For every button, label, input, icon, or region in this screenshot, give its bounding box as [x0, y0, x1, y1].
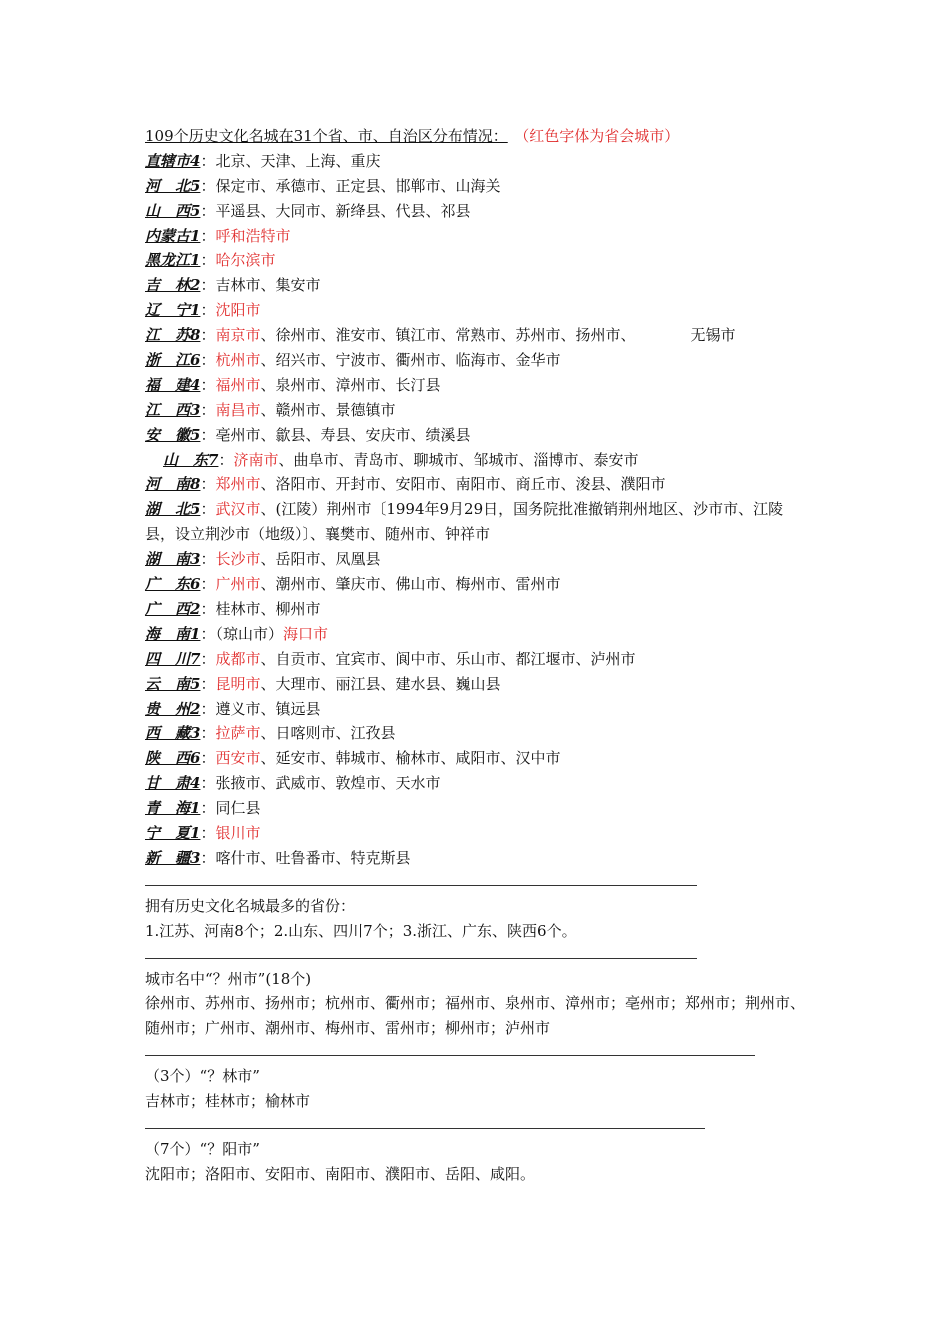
- province-row: 福 建4：福州市、泉州市、漳州市、长汀县: [145, 373, 815, 398]
- city-list: 喀什市、吐鲁番市、特克斯县: [215, 848, 411, 867]
- province-row: 安 徽5：亳州市、歙县、寿县、安庆市、绩溪县: [145, 423, 815, 448]
- city-list: 北京、天津、上海、重庆: [215, 151, 381, 170]
- province-label: 黑龙江1: [145, 251, 201, 270]
- province-label: 广 东6: [145, 575, 201, 594]
- city-list: 、洛阳市、开封市、安阳市、南阳市、商丘市、浚县、濮阳市: [260, 475, 666, 494]
- province-row: 内蒙古1：呼和浩特市: [145, 224, 815, 249]
- province-row: 江 苏8：南京市、徐州市、淮安市、镇江市、常熟市、苏州市、扬州市、 无锡市: [145, 323, 815, 348]
- province-label: 吉 林2: [145, 276, 201, 295]
- provincial-capital: 郑州市: [215, 475, 261, 494]
- province-row: 山 西5：平遥县、大同市、新绛县、代县、祁县: [145, 199, 815, 224]
- city-list: 同仁县: [215, 799, 261, 818]
- city-list: 吉林市、集安市: [215, 276, 321, 295]
- zhou-cities-heading: 城市名中“？州市”(18个): [145, 969, 312, 988]
- city-list: 平遥县、大同市、新绛县、代县、祁县: [215, 201, 471, 220]
- city-list: 、泉州市、漳州市、长汀县: [260, 375, 441, 394]
- provincial-capital: 沈阳市: [215, 301, 261, 320]
- province-prefix: （琼山市）: [215, 624, 283, 643]
- province-label: 直辖市4: [145, 151, 201, 170]
- city-list: 遵义市、镇远县: [215, 699, 321, 718]
- document-body: [145, 124, 815, 1187]
- province-row: 湖 北5：武汉市、(江陵）荆州市〔1994年9月29日，国务院批准撤销荆州地区、沙市市、江陵县，设立荆沙市（地级）〕、襄樊市、随州市、钟祥市: [145, 497, 810, 547]
- province-row: 江 西3：南昌市、赣州市、景德镇市: [145, 398, 815, 423]
- province-row: 新 疆3：喀什市、吐鲁番市、特克斯县: [145, 846, 815, 871]
- province-label: 河 北5: [145, 176, 201, 195]
- page-title: 109个历史文化名城在31个省、市、自治区分布情况：: [145, 127, 508, 145]
- province-row: 西 藏3：拉萨市、日喀则市、江孜县: [145, 721, 815, 746]
- province-row: 甘 肃4：张掖市、武威市、敦煌市、天水市: [145, 771, 815, 796]
- city-list: 、(江陵）荆州市〔1994年9月29日，国务院批准撤销荆州地区、沙市市、江陵县，设立荆沙市（地级）〕、襄樊市、随州市、钟祥市: [145, 500, 784, 544]
- province-list: [145, 149, 815, 871]
- province-label: 贵 州2: [145, 699, 201, 718]
- city-list: 、岳阳市、凤凰县: [260, 550, 381, 569]
- title-line: [145, 124, 815, 149]
- provincial-capital: 杭州市: [215, 351, 261, 370]
- city-list: 、延安市、韩城市、榆林市、咸阳市、汉中市: [260, 749, 561, 768]
- province-label: 湖 南3: [145, 550, 201, 569]
- city-list: 张掖市、武威市、敦煌市、天水市: [215, 774, 441, 793]
- province-row: 河 北5：保定市、承德市、正定县、邯郸市、山海关: [145, 174, 815, 199]
- city-list: 、徐州市、淮安市、镇江市、常熟市、苏州市、扬州市、: [260, 326, 636, 345]
- province-row: 河 南8：郑州市、洛阳市、开封市、安阳市、南阳市、商丘市、浚县、濮阳市: [145, 472, 815, 497]
- province-label: 云 南5: [145, 674, 201, 693]
- province-label: 西 藏3: [145, 724, 201, 743]
- provincial-capital: 哈尔滨市: [215, 251, 276, 270]
- province-label: 安 徽5: [145, 425, 201, 444]
- province-row: 山 东7：济南市、曲阜市、青岛市、聊城市、邹城市、淄博市、泰安市: [145, 448, 815, 473]
- city-extra: 无锡市: [690, 326, 736, 345]
- province-row: 云 南5：昆明市、大理市、丽江县、建水县、巍山县: [145, 672, 815, 697]
- province-label: 江 西3: [145, 400, 201, 419]
- province-label: 湖 北5: [145, 500, 201, 519]
- city-list: 、曲阜市、青岛市、聊城市、邹城市、淄博市、泰安市: [278, 450, 639, 469]
- province-row: 海 南1：（琼山市）海口市: [145, 622, 815, 647]
- province-label: 浙 江6: [145, 351, 201, 370]
- province-label: 辽 宁1: [145, 301, 201, 320]
- zhou-cities-text: 徐州市、苏州市、扬州市；杭州市、衢州市；福州市、泉州市、漳州市；亳州市；郑州市；荆州市、随州市；广州市、潮州市、梅州市、雷州市；柳州市；泸州市: [145, 994, 806, 1038]
- provincial-capital: 福州市: [215, 375, 261, 394]
- province-row: 宁 夏1：银川市: [145, 821, 815, 846]
- province-row: 浙 江6：杭州市、绍兴市、宁波市、衢州市、临海市、金华市: [145, 348, 815, 373]
- most-provinces-heading: 拥有历史文化名城最多的省份：: [145, 896, 356, 915]
- province-label: 福 建4: [145, 375, 201, 394]
- lin-cities-text: 吉林市；桂林市；榆林市: [145, 1092, 311, 1111]
- province-row: 吉 林2：吉林市、集安市: [145, 273, 815, 298]
- city-list: 保定市、承德市、正定县、邯郸市、山海关: [215, 176, 501, 195]
- city-list: 桂林市、柳州市: [215, 599, 321, 618]
- provincial-capital: 海口市: [282, 624, 328, 643]
- province-row: 黑龙江1：哈尔滨市: [145, 248, 815, 273]
- province-label: 陕 西6: [145, 749, 201, 768]
- province-label: 甘 肃4: [145, 774, 201, 793]
- most-provinces-text: 1.江苏、河南8个；2.山东、四川7个；3.浙江、广东、陕西6个。: [145, 921, 577, 940]
- province-label: 山 东7: [163, 450, 219, 469]
- province-row: 直辖市4：北京、天津、上海、重庆: [145, 149, 815, 174]
- provincial-capital: 广州市: [215, 575, 261, 594]
- city-list: 、自贡市、宜宾市、阆中市、乐山市、都江堰市、泸州市: [260, 649, 636, 668]
- province-label: 广 西2: [145, 599, 201, 618]
- province-row: 广 东6：广州市、潮州市、肇庆市、佛山市、梅州市、雷州市: [145, 572, 815, 597]
- province-label: 新 疆3: [145, 848, 201, 867]
- provincial-capital: 拉萨市: [215, 724, 261, 743]
- province-label: 内蒙古1: [145, 226, 201, 245]
- provincial-capital: 西安市: [215, 749, 261, 768]
- province-row: 贵 州2：遵义市、镇远县: [145, 697, 815, 722]
- provincial-capital: 长沙市: [215, 550, 261, 569]
- city-list: 、潮州市、肇庆市、佛山市、梅州市、雷州市: [260, 575, 561, 594]
- city-list: 、绍兴市、宁波市、衢州市、临海市、金华市: [260, 351, 561, 370]
- province-label: 四 川7: [145, 649, 201, 668]
- province-label: 宁 夏1: [145, 823, 201, 842]
- province-row: 四 川7：成都市、自贡市、宜宾市、阆中市、乐山市、都江堰市、泸州市: [145, 647, 815, 672]
- provincial-capital: 南昌市: [215, 400, 261, 419]
- city-list: 、日喀则市、江孜县: [260, 724, 396, 743]
- city-list: 亳州市、歙县、寿县、安庆市、绩溪县: [215, 425, 471, 444]
- province-label: 江 苏8: [145, 326, 201, 345]
- provincial-capital: 银川市: [215, 823, 261, 842]
- province-row: 青 海1：同仁县: [145, 796, 815, 821]
- provincial-capital: 昆明市: [215, 674, 261, 693]
- province-label: 青 海1: [145, 799, 201, 818]
- province-row: 陕 西6：西安市、延安市、韩城市、榆林市、咸阳市、汉中市: [145, 746, 815, 771]
- province-label: 海 南1: [145, 624, 201, 643]
- provincial-capital: 武汉市: [215, 500, 261, 519]
- lin-cities-heading: （3个）“？林市”: [145, 1067, 260, 1086]
- city-list: 、赣州市、景德镇市: [260, 400, 396, 419]
- province-row: 湖 南3：长沙市、岳阳市、凤凰县: [145, 547, 815, 572]
- yang-cities-text: 沈阳市；洛阳市、安阳市、南阳市、濮阳市、岳阳、咸阳。: [145, 1164, 536, 1183]
- provincial-capital: 南京市: [215, 326, 261, 345]
- yang-cities-heading: （7个）“？阳市”: [145, 1140, 260, 1159]
- province-label: 山 西5: [145, 201, 201, 220]
- province-row: 辽 宁1：沈阳市: [145, 298, 815, 323]
- province-row: 广 西2：桂林市、柳州市: [145, 597, 815, 622]
- provincial-capital: 成都市: [215, 649, 261, 668]
- province-label: 河 南8: [145, 475, 201, 494]
- title-note: （红色字体为省会城市）: [521, 127, 680, 145]
- provincial-capital: 济南市: [233, 450, 279, 469]
- provincial-capital: 呼和浩特市: [215, 226, 291, 245]
- city-list: 、大理市、丽江县、建水县、巍山县: [260, 674, 501, 693]
